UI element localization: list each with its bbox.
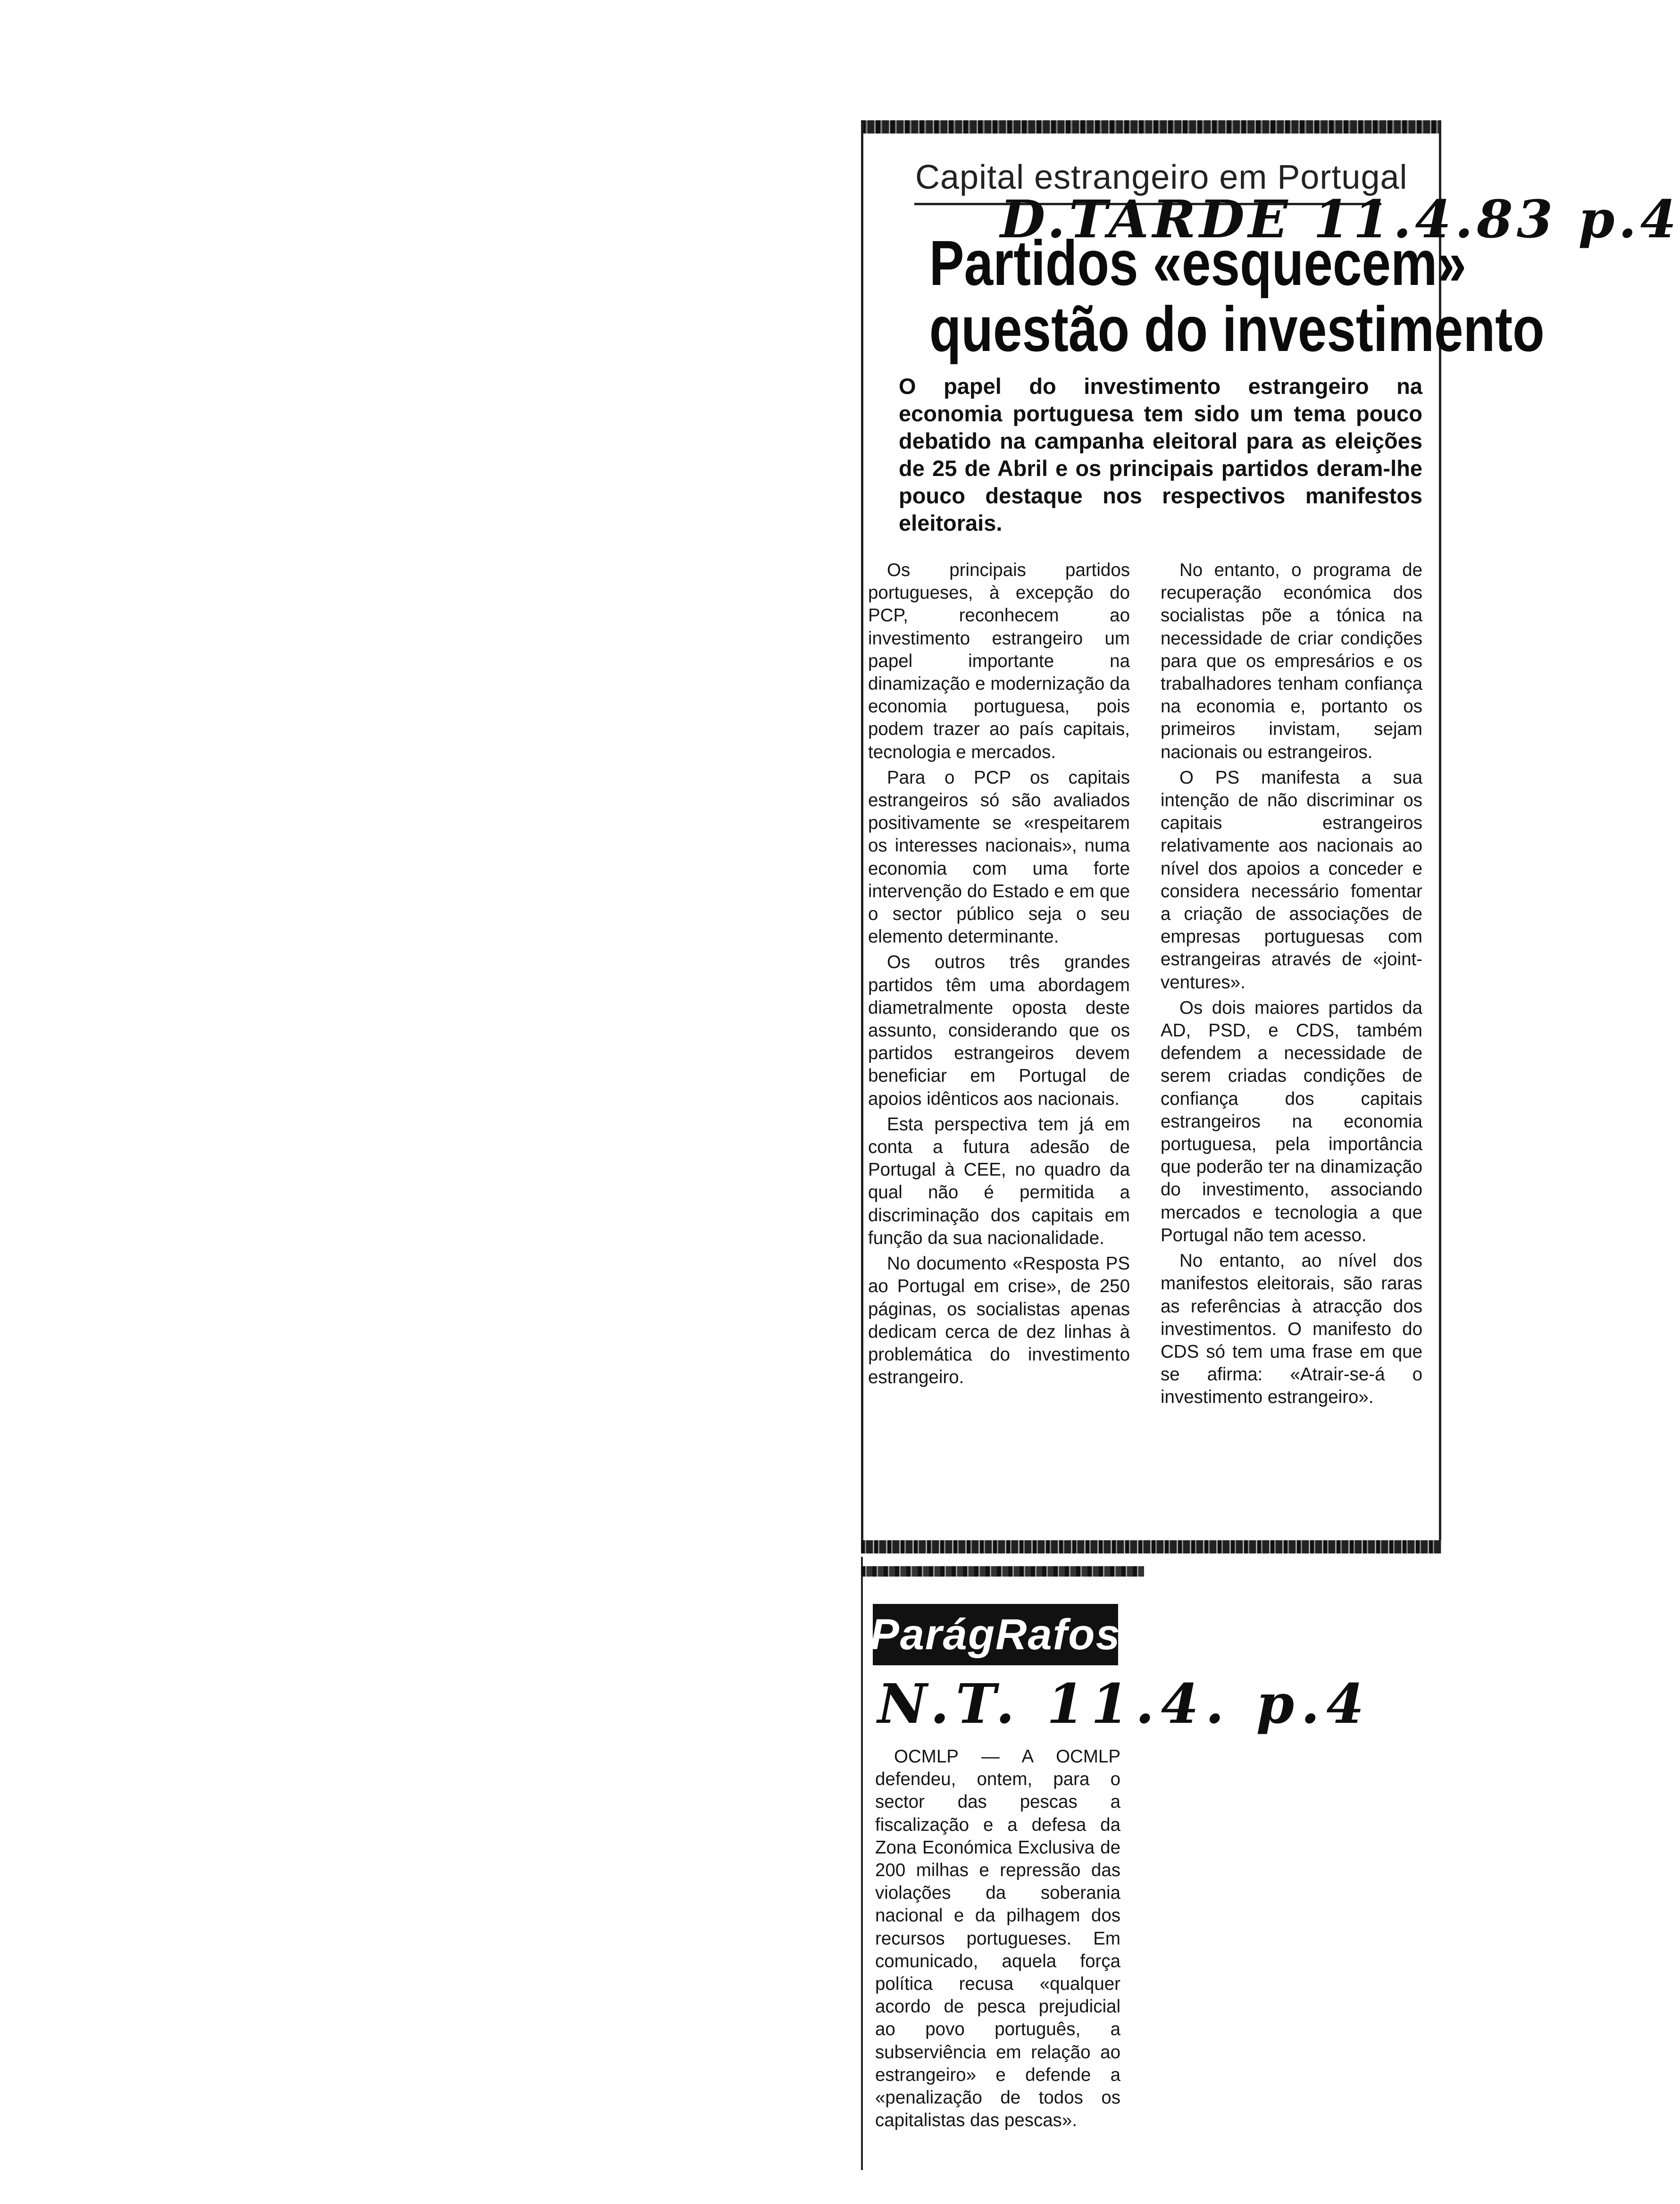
section-logo-text: ParágRafos: [870, 1610, 1121, 1659]
handwritten-source-note: D.TARDE 11.4.83 p.4: [1000, 189, 1680, 250]
article-column-right: [1161, 559, 1422, 1412]
bottom-border-rule: [861, 1540, 1441, 1553]
paragraph: OCMLP — A OCMLP defendeu, ontem, para o sector das pescas a fiscalização e a defesa da Zona Económica Exclusiva de 200 milhas e repressão das violações da soberania nacional e da pilhagem dos recursos portugueses. Em comunicado, aquela força política recusa «qualquer acordo de pesca prejudicial ao povo português, a subserviência em relação ao estrangeiro» e defende a «penalização de todos os capitalistas das pescas».: [875, 1746, 1120, 2131]
paragraph: No entanto, o programa de recuperação económica dos socialistas põe a tónica na necessidade de criar condições para que os empresários e os trabalhadores tenham confiança na economia e, portanto os primeiros invistam, sejam nacionais ou estrangeiros.: [1161, 560, 1422, 762]
paragraph: Esta perspectiva tem já em conta a futura adesão de Portugal à CEE, no quadro da qual não é permitida a discriminação dos capitais em função da sua nacionalidade.: [868, 1114, 1130, 1248]
headline-line-2: questão do investimento: [929, 293, 1545, 365]
paragraph: No entanto, ao nível dos manifestos eleitorais, são raras as referências à atracção dos investimentos. O manifesto do CDS só tem uma frase em que se afirma: «Atrair-se-á o investimento estrangeiro».: [1161, 1251, 1422, 1408]
paragraph: No documento «Resposta PS ao Portugal em crise», de 250 páginas, os socialistas apenas dedicam cerca de dez linhas à problemática do investimento estrangeiro.: [868, 1253, 1130, 1388]
paragraph: O PS manifesta a sua intenção de não discriminar os capitais estrangeiros relativamente aos nacionais ao nível dos apoios a conceder e considera necessário fomentar a criação de associações de empresas portuguesas com estrangeiras através de «joint-ventures».: [1161, 767, 1422, 993]
article-lead: O papel do investimento estrangeiro na economia portuguesa tem sido um tema pouco debatido na campanha eleitoral para as eleições de 25 de Abril e os principais partidos deram-lhe pouco destaque nos respectivos manifestos eleitorais.: [899, 374, 1422, 535]
brief-top-rule: [861, 1566, 1144, 1577]
article-kicker: Capital estrangeiro em Portugal: [915, 159, 1408, 196]
article-column-left: [868, 559, 1130, 1392]
section-logo: [870, 1604, 1121, 1665]
paragraph: Os dois maiores partidos da AD, PSD, e CDS, também defendem a necessidade de serem criadas condições de confiança dos capitais estrangeiros na economia portuguesa, pela importância que poderão ter na dinamização do investimento, associando mercados e tecnologia a que Portugal não tem acesso.: [1161, 997, 1422, 1245]
brief-text: [875, 1745, 1120, 2132]
paragraph: Os outros três grandes partidos têm uma abordagem diametralmente oposta deste assunto, considerando que os partidos estrangeiros devem beneficiar em Portugal de apoios idênticos aos nacionais.: [868, 952, 1130, 1109]
headline-line-1: Partidos «esquecem»: [929, 227, 1467, 299]
handwritten-brief-note: N.T. 11.4. p.4: [878, 1672, 1371, 1736]
paragraph: Para o PCP os capitais estrangeiros só são avaliados positivamente se «respeitarem os interesses nacionais», numa economia com uma forte intervenção do Estado e em que o sector público seja o seu elemento determinante.: [868, 767, 1130, 947]
paragraph: Os principais partidos portugueses, à excepção do PCP, reconhecem ao investimento estrangeiro um papel importante na dinamização e modernização da economia portuguesa, pois podem trazer ao país capitais, tecnologia e mercados.: [868, 560, 1130, 762]
